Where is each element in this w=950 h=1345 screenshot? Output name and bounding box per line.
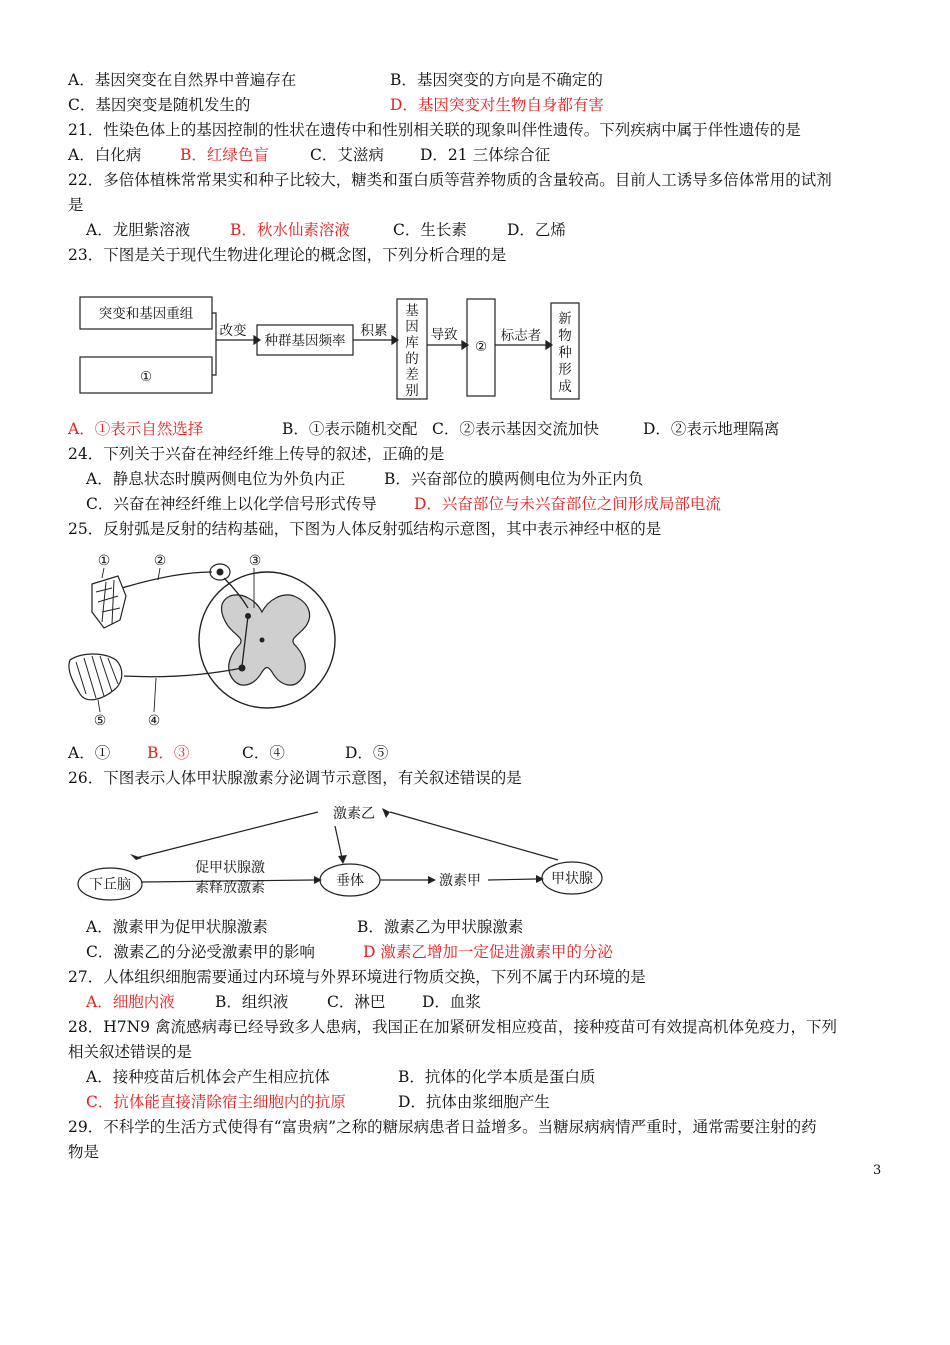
- q23-option-c: C．②表示基因交流加快: [432, 420, 599, 438]
- q29-stem: 29．不科学的生活方式使得有“富贵病”之称的糖尿病患者日益增多。当糖尿病病情严重时，通常需要注射的药: [68, 1118, 817, 1136]
- label-genepool-4: 差: [405, 367, 419, 383]
- q23-stem: 23．下图是关于现代生物进化理论的概念图，下列分析合理的是: [68, 246, 507, 264]
- effector: [69, 654, 122, 700]
- q24-option-d-answer: D．兴奋部位与未兴奋部位之间形成局部电流: [414, 495, 721, 513]
- q23-option-a-answer: A．①表示自然选择: [68, 420, 204, 438]
- q25-option-b-answer: B．③: [147, 744, 190, 762]
- q27-option-a-answer: A．细胞内液: [86, 993, 175, 1011]
- q28-option-b: B．抗体的化学本质是蛋白质: [398, 1068, 596, 1086]
- q22-option-b-answer: B．秋水仙素溶液: [230, 221, 350, 239]
- q27-option-d: D．血浆: [422, 993, 481, 1011]
- page-number: 3: [873, 1163, 882, 1178]
- label-genepool-0: 基: [405, 303, 419, 319]
- q23-option-d: D．②表示地理隔离: [643, 420, 780, 438]
- q24-option-b: B．兴奋部位的膜两侧电位为外正内负: [384, 470, 644, 488]
- q27-option-c: C．淋巴: [327, 993, 386, 1011]
- q25-option-c: C．④: [242, 744, 285, 762]
- label-3: ③: [248, 553, 262, 569]
- q23-option-b: B．①表示随机交配: [282, 420, 418, 438]
- label-thyroid: 甲状腺: [551, 871, 593, 887]
- q22-stem: 22．多倍体植株常常果实和种子比较大，糖类和蛋白质等营养物质的含量较高。目前人工诱导多倍体常用的试剂: [68, 171, 832, 189]
- q21-option-c: C．艾滋病: [310, 146, 384, 164]
- q22-option-a: A．龙胆紫溶液: [86, 221, 191, 239]
- q21-stem: 21．性染色体上的基因控制的性状在遗传中和性别相关联的现象叫伴性遗传。下列疾病中属于伴性遗传的是: [68, 121, 801, 139]
- evolution-concept-diagram: [70, 285, 590, 410]
- q25-option-a: A．①: [68, 744, 111, 762]
- reflex-arc-diagram: [62, 548, 392, 733]
- gray-matter: [222, 595, 310, 685]
- q26-stem: 26．下图表示人体甲状腺激素分泌调节示意图，有关叙述错误的是: [68, 769, 522, 787]
- q26-option-d-answer: D 激素乙增加一定促进激素甲的分泌: [363, 943, 613, 961]
- q24-stem: 24．下列关于兴奋在神经纤维上传导的叙述，正确的是: [68, 445, 445, 463]
- label-2: ②: [474, 339, 488, 355]
- label-pituitary: 垂体: [336, 873, 364, 889]
- label-gene-frequency: 种群基因频率: [264, 333, 346, 349]
- label-2: ②: [153, 553, 167, 569]
- q28-option-a: A．接种疫苗后机体会产生相应抗体: [86, 1068, 330, 1086]
- q22-stem-cont: 是: [68, 196, 84, 214]
- label-species-0: 新: [558, 311, 572, 327]
- q25-option-d: D．⑤: [345, 744, 389, 762]
- q29-stem-cont: 物是: [68, 1143, 100, 1161]
- label-species-4: 成: [558, 379, 572, 395]
- q20-option-a: A．基因突变在自然界中普遍存在: [68, 71, 297, 89]
- thyroid-regulation-diagram: [70, 798, 610, 906]
- label-1: ①: [139, 369, 153, 385]
- q21-option-b-answer: B．红绿色盲: [180, 146, 269, 164]
- q28-option-d: D．抗体由浆细胞产生: [398, 1093, 550, 1111]
- label-trh-line1: 促甲状腺激: [195, 860, 265, 876]
- q27-option-b: B．组织液: [215, 993, 289, 1011]
- receptor: [92, 576, 126, 628]
- q21-option-d: D．21 三体综合征: [420, 146, 551, 164]
- q28-option-c-answer: C．抗体能直接清除宿主细胞内的抗原: [86, 1093, 346, 1111]
- q26-option-a: A．激素甲为促甲状腺激素: [86, 918, 268, 936]
- q24-option-a: A．静息状态时膜两侧电位为外负内正: [86, 470, 346, 488]
- q20-option-b: B．基因突变的方向是不确定的: [390, 71, 603, 89]
- label-accumulate: 积累: [360, 323, 388, 339]
- q28-stem-cont: 相关叙述错误的是: [68, 1043, 193, 1061]
- label-genepool-5: 别: [405, 383, 419, 399]
- label-genepool-3: 的: [405, 351, 419, 367]
- label-species-3: 形: [558, 362, 572, 378]
- label-1: ①: [97, 553, 111, 569]
- label-genepool-2: 库: [405, 335, 419, 351]
- label-marker: 标志者: [500, 328, 542, 344]
- label-change: 改变: [219, 323, 247, 339]
- label-lead: 导致: [430, 327, 458, 343]
- q24-option-c: C．兴奋在神经纤维上以化学信号形式传导: [86, 495, 377, 513]
- label-species-1: 物: [558, 328, 572, 344]
- q21-option-a: A．白化病: [68, 146, 142, 164]
- label-4: ④: [147, 713, 161, 729]
- label-hormone-b: 激素乙: [333, 806, 375, 822]
- q26-option-b: B．激素乙为甲状腺激素: [357, 918, 524, 936]
- q28-stem: 28．H7N9 禽流感病毒已经导致多人患病，我国正在加紧研发相应疫苗，接种疫苗可有效提高机体免疫力，下列: [68, 1018, 837, 1036]
- label-hypothalamus: 下丘脑: [89, 877, 131, 893]
- q22-option-d: D．乙烯: [507, 221, 566, 239]
- q20-option-c: C．基因突变是随机发生的: [68, 96, 251, 114]
- label-hormone-a: 激素甲: [439, 873, 481, 889]
- label-mutation: 突变和基因重组: [98, 306, 194, 322]
- q22-option-c: C．生长素: [393, 221, 467, 239]
- label-trh-line2: 素释放激素: [195, 880, 265, 896]
- label-species-2: 种: [558, 345, 572, 361]
- label-5: ⑤: [93, 713, 107, 729]
- label-genepool-1: 因: [405, 319, 419, 335]
- q25-stem: 25．反射弧是反射的结构基础，下图为人体反射弧结构示意图，其中表示神经中枢的是: [68, 520, 662, 538]
- q27-stem: 27．人体组织细胞需要通过内环境与外界环境进行物质交换，下列不属于内环境的是: [68, 968, 646, 986]
- q26-option-c: C．激素乙的分泌受激素甲的影响: [86, 943, 315, 961]
- q20-option-d-answer: D．基因突变对生物自身都有害: [390, 96, 604, 114]
